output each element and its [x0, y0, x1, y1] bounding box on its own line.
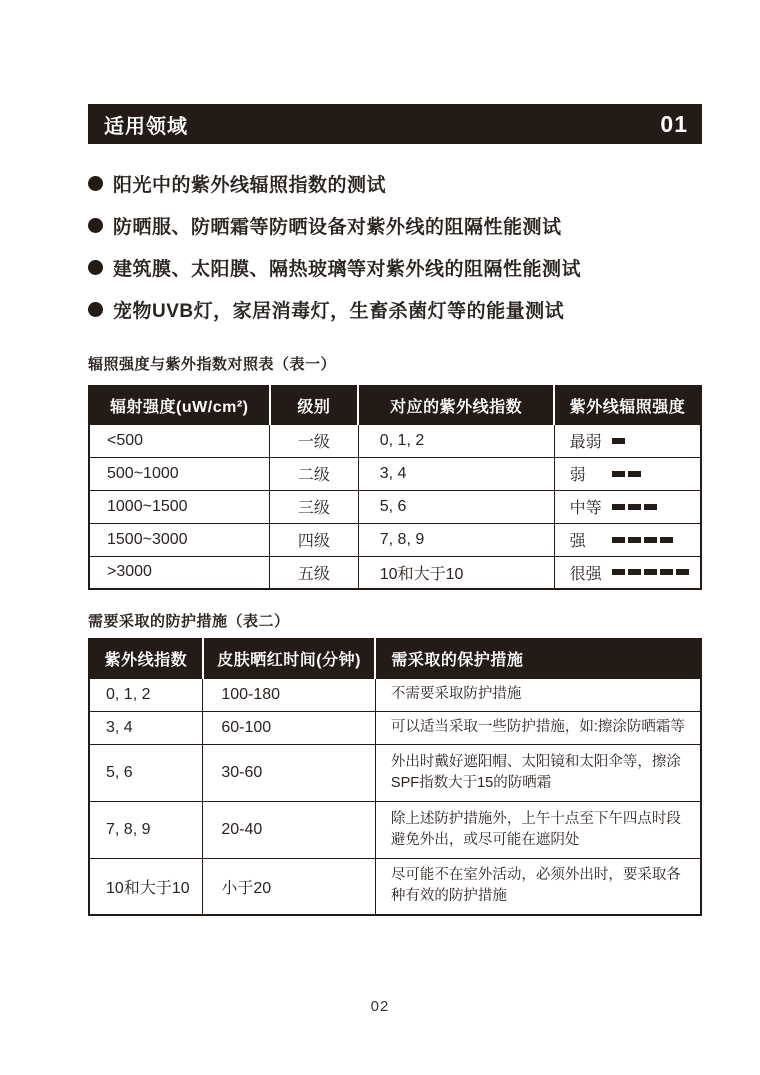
column-header: 紫外线辐照强度	[554, 386, 701, 424]
level-cell: 四级	[270, 523, 359, 556]
strength-cell	[554, 556, 701, 589]
table-row	[89, 424, 701, 457]
section-title: 适用领域	[104, 115, 188, 138]
measures-cell: 外出时戴好遮阳帽、太阳镜和太阳伞等，擦涂SPF指数大于15的防晒霜	[375, 744, 701, 801]
sunburn-time-cell: 30-60	[203, 744, 376, 801]
measures-cell: 不需要采取防护措施	[375, 678, 701, 711]
protection-measures-table	[88, 638, 702, 916]
uv-index-cell: 10和大于10	[89, 858, 203, 915]
radiation-range-cell: 1000~1500	[89, 490, 270, 523]
table-row	[89, 711, 701, 744]
radiation-range-cell: 1500~3000	[89, 523, 270, 556]
column-header: 需采取的保护措施	[375, 639, 701, 678]
strength-label: 弱	[569, 467, 586, 484]
list-item	[88, 246, 708, 288]
measures-cell: 尽可能不在室外活动，必须外出时，要采取各种有效的防护措施	[375, 858, 701, 915]
measures-cell: 除上述防护措施外，上午十点至下午四点时段避免外出，或尽可能在遮阴处	[375, 801, 701, 858]
application-bullet-list	[88, 162, 708, 330]
table-row	[89, 523, 701, 556]
list-item	[88, 288, 708, 330]
table2-title: 需要采取的防护措施（表二）	[88, 613, 290, 630]
uv-index-cell: 3, 4	[358, 457, 554, 490]
sunburn-time-cell: 20-40	[203, 801, 376, 858]
column-header: 紫外线指数	[89, 639, 203, 678]
section-number: 01	[660, 110, 688, 137]
strength-label: 最弱	[569, 434, 602, 451]
uv-index-cell: 7, 8, 9	[89, 801, 203, 858]
uv-index-cell: 5, 6	[89, 744, 203, 801]
column-header: 级别	[270, 386, 359, 424]
strength-bars-icon	[612, 537, 673, 543]
table-row	[89, 490, 701, 523]
sunburn-time-cell: 小于20	[203, 858, 376, 915]
strength-bars-icon	[612, 471, 641, 477]
column-header: 皮肤晒红时间(分钟)	[203, 639, 376, 678]
uv-index-cell: 0, 1, 2	[89, 678, 203, 711]
table-row	[89, 801, 701, 858]
strength-label: 强	[569, 533, 586, 550]
sunburn-time-cell: 100-180	[203, 678, 376, 711]
strength-cell	[554, 457, 701, 490]
radiation-range-cell: 500~1000	[89, 457, 270, 490]
uv-index-cell: 3, 4	[89, 711, 203, 744]
section-header-bar	[88, 104, 702, 144]
radiation-range-cell: >3000	[89, 556, 270, 589]
table-row	[89, 858, 701, 915]
radiation-range-cell: <500	[89, 424, 270, 457]
table-row	[89, 457, 701, 490]
strength-cell	[554, 424, 701, 457]
column-header: 辐射强度(uW/cm²)	[89, 386, 270, 424]
uv-index-cell: 5, 6	[358, 490, 554, 523]
strength-cell	[554, 523, 701, 556]
list-item	[88, 204, 708, 246]
table-header-row	[89, 386, 701, 424]
table-header-row	[89, 639, 701, 678]
bullet-text: 宠物UVB灯，家居消毒灯，生畜杀菌灯等的能量测试	[113, 300, 565, 322]
level-cell: 三级	[270, 490, 359, 523]
sunburn-time-cell: 60-100	[203, 711, 376, 744]
bullet-dot-icon	[88, 260, 103, 275]
bullet-dot-icon	[88, 176, 103, 191]
uv-index-cell: 0, 1, 2	[358, 424, 554, 457]
uv-index-cell: 10和大于10	[358, 556, 554, 589]
bullet-dot-icon	[88, 302, 103, 317]
level-cell: 五级	[270, 556, 359, 589]
strength-bars-icon	[612, 569, 689, 575]
table-row	[89, 556, 701, 589]
strength-label: 很强	[569, 565, 602, 583]
uv-index-cell: 7, 8, 9	[358, 523, 554, 556]
column-header: 对应的紫外线指数	[358, 386, 554, 424]
strength-cell	[554, 490, 701, 523]
bullet-text: 建筑膜、太阳膜、隔热玻璃等对紫外线的阻隔性能测试	[113, 258, 582, 280]
bullet-text: 防晒服、防晒霜等防晒设备对紫外线的阻隔性能测试	[113, 216, 562, 238]
uv-intensity-index-table	[88, 385, 702, 590]
list-item	[88, 162, 708, 204]
strength-bars-icon	[612, 438, 625, 444]
table-row	[89, 744, 701, 801]
measures-cell: 可以适当采取一些防护措施，如:擦涂防晒霜等	[375, 711, 701, 744]
table1-title: 辐照强度与紫外指数对照表（表一）	[88, 356, 337, 373]
bullet-text: 阳光中的紫外线辐照指数的测试	[113, 174, 387, 196]
strength-label: 中等	[569, 500, 602, 517]
level-cell: 二级	[270, 457, 359, 490]
strength-bars-icon	[612, 504, 657, 510]
table-row	[89, 678, 701, 711]
level-cell: 一级	[270, 424, 359, 457]
bullet-dot-icon	[88, 218, 103, 233]
page-number: 02	[370, 998, 390, 1015]
